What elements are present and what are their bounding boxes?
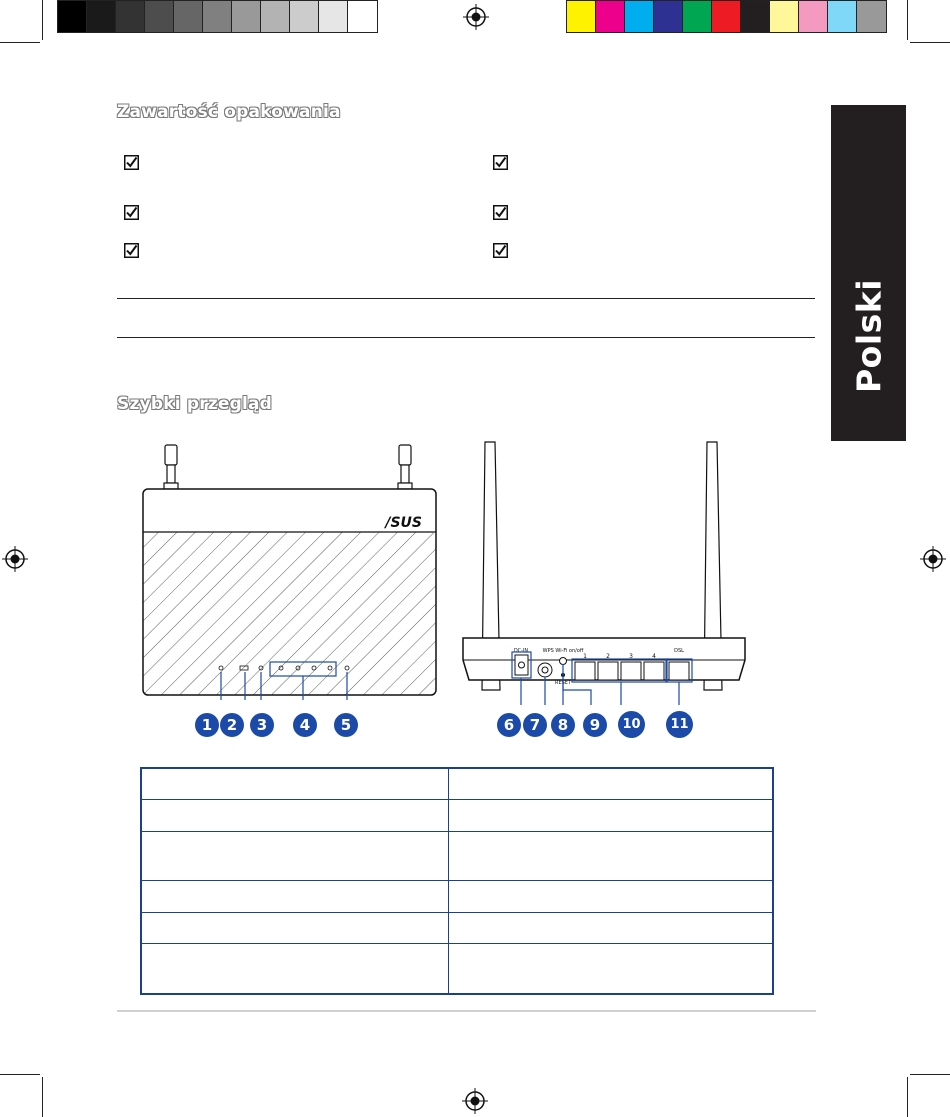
crop-mark bbox=[907, 0, 908, 40]
crop-mark bbox=[907, 1077, 908, 1117]
wps-button bbox=[560, 658, 567, 665]
package-contents-heading: Zawartość opakowania bbox=[117, 102, 341, 122]
router-front-illustration bbox=[140, 440, 440, 700]
checkbox-checked-icon bbox=[124, 243, 139, 258]
table-row bbox=[141, 880, 773, 912]
router-back-illustration bbox=[455, 440, 755, 705]
registration-mark-icon bbox=[462, 1088, 488, 1114]
crop-mark bbox=[42, 1077, 43, 1117]
callout-5: 5 bbox=[334, 713, 358, 737]
table-cell bbox=[141, 912, 449, 943]
table-cell bbox=[449, 799, 774, 831]
crop-mark bbox=[910, 1074, 950, 1075]
dsl-port bbox=[669, 662, 689, 680]
svg-text:1: 1 bbox=[583, 653, 587, 660]
callout-3: 3 bbox=[250, 713, 274, 737]
table-cell bbox=[449, 943, 774, 994]
callout-6: 6 bbox=[497, 713, 521, 737]
svg-text:3: 3 bbox=[629, 653, 633, 660]
dc-in-port bbox=[515, 655, 528, 675]
svg-text:4: 4 bbox=[652, 653, 656, 660]
dsl-label: DSL bbox=[674, 648, 684, 654]
table-cell bbox=[141, 880, 449, 912]
table-row bbox=[141, 768, 773, 799]
process-color-bar bbox=[566, 0, 887, 33]
crop-mark bbox=[0, 1074, 40, 1075]
table-cell bbox=[449, 831, 774, 880]
checkbox-checked-icon bbox=[493, 205, 508, 220]
checkbox-checked-icon bbox=[124, 205, 139, 220]
table-cell bbox=[141, 943, 449, 994]
callout-7: 7 bbox=[523, 713, 547, 737]
footer-divider bbox=[117, 1010, 816, 1012]
table-row bbox=[141, 912, 773, 943]
power-button bbox=[538, 663, 552, 677]
table-row bbox=[141, 943, 773, 994]
table-cell bbox=[449, 768, 774, 799]
table-cell bbox=[141, 799, 449, 831]
callout-9: 9 bbox=[583, 713, 607, 737]
note-divider-top bbox=[117, 298, 815, 299]
table-cell bbox=[141, 831, 449, 880]
checkbox-checked-icon bbox=[493, 243, 508, 258]
grayscale-color-bar bbox=[57, 0, 378, 33]
crop-mark bbox=[0, 42, 40, 43]
crop-mark bbox=[42, 0, 43, 40]
registration-mark-icon bbox=[463, 4, 489, 30]
callout-2: 2 bbox=[220, 713, 244, 737]
dc-in-label: DC-IN bbox=[513, 648, 529, 654]
wps-label: WPS Wi-Fi on/off bbox=[542, 648, 584, 654]
callout-10: 10 bbox=[618, 711, 645, 738]
table-row bbox=[141, 831, 773, 880]
table-cell bbox=[141, 768, 449, 799]
callout-1: 1 bbox=[195, 713, 219, 737]
quick-overview-heading: Szybki przegląd bbox=[117, 394, 273, 414]
note-divider-bottom bbox=[117, 337, 815, 338]
svg-text:2: 2 bbox=[606, 653, 610, 660]
asus-logo: /SUS bbox=[385, 515, 422, 531]
table-row bbox=[141, 799, 773, 831]
registration-mark-icon bbox=[2, 546, 28, 572]
callout-8: 8 bbox=[551, 713, 575, 737]
reset-label: RESET bbox=[554, 680, 572, 686]
antenna-left bbox=[164, 445, 178, 489]
overview-table bbox=[140, 767, 774, 995]
checkbox-checked-icon bbox=[493, 155, 508, 170]
registration-mark-icon bbox=[920, 546, 946, 572]
language-tab-label: Polski bbox=[849, 278, 889, 394]
callout-4: 4 bbox=[293, 713, 317, 737]
crop-mark bbox=[910, 42, 950, 43]
callout-11: 11 bbox=[666, 711, 693, 738]
antenna-right bbox=[398, 445, 412, 489]
table-cell bbox=[449, 912, 774, 943]
checkbox-checked-icon bbox=[124, 155, 139, 170]
table-cell bbox=[449, 880, 774, 912]
